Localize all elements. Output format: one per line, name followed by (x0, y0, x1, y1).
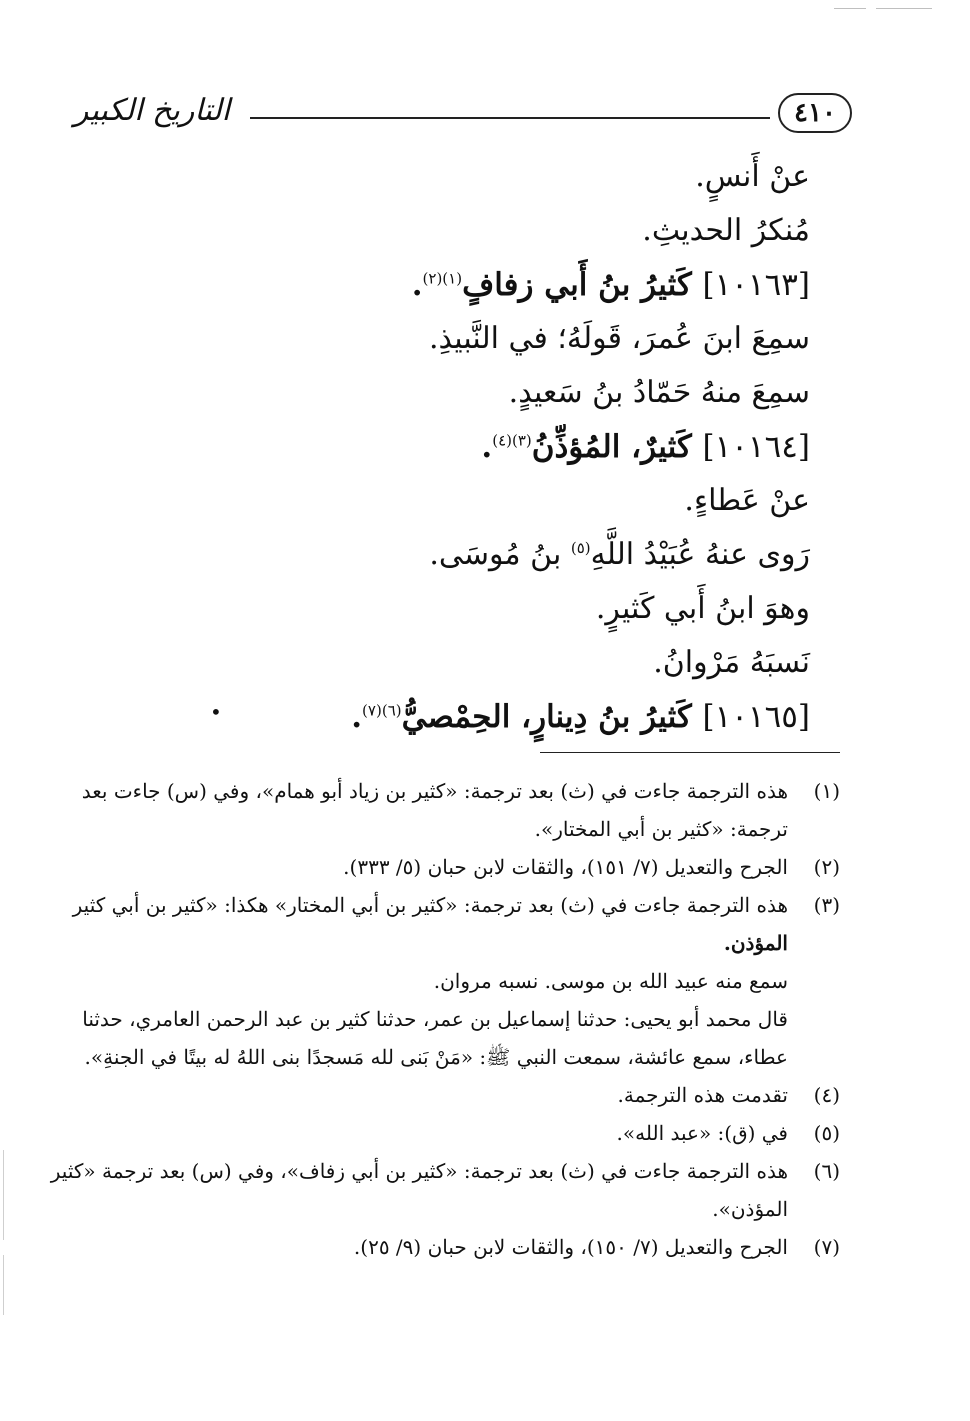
footnotes (50, 772, 840, 1266)
footnote-number: (٢) (813, 855, 840, 879)
entry-name: كَثيرٌ، المُؤذِّنُ (531, 429, 692, 465)
footnote-line: تقدمت هذه الترجمة. (617, 1083, 788, 1107)
text-segment: بنُ مُوسَى. (429, 537, 571, 572)
footnote-4 (126, 1076, 840, 1114)
footnote-divider (540, 752, 840, 753)
entry-number: [١٠١٦٤] (702, 429, 810, 465)
footnote-1 (81, 772, 840, 848)
footnote-line: ترجمة: «كثير بن أبي المختار». (534, 817, 788, 841)
footnote-line: المؤذن. (723, 931, 788, 955)
footnote-number: (٣) (813, 893, 840, 917)
entry-number: [١٠١٦٣] (702, 267, 810, 303)
footnote-line: هذه الترجمة جاءت في (ث) بعد ترجمة: «كثير بن أبي المختار» هكذا: «كثير بن أبي كثير (72, 893, 788, 917)
footnote-2 (126, 848, 840, 886)
footnote-line: عطاء، سمع عائشة، سمعت النبي ﷺ: «مَنْ بَنى لله مَسجدًا بنى اللهُ له بيتًا في الجنةِ». (84, 1045, 788, 1069)
entry-end: . (411, 267, 423, 303)
main-text (190, 150, 810, 744)
stray-dot: • (210, 700, 222, 724)
entry-heading-10165 (190, 690, 810, 744)
page-number: ٤١٠ (794, 98, 836, 128)
footnote-number: (٧) (813, 1235, 840, 1259)
footnote-line: في (ق): «عبد الله». (616, 1121, 788, 1145)
entry-name: كَثيرُ بنُ أَبي زفافٍ (462, 267, 692, 303)
footnote-number: (٦) (813, 1159, 840, 1183)
scan-mark (3, 1255, 4, 1315)
footnote-number: (٤) (813, 1083, 840, 1107)
footnote-6 (50, 1152, 840, 1228)
footnote-7 (126, 1228, 840, 1266)
footnote-line: سمع منه عبيد الله بن موسى. نسبه مروان. (433, 969, 788, 993)
text-line: وهوَ ابنُ أَبي كَثيرٍ. (595, 591, 810, 626)
footnote-line: قال محمد أبو يحيى: حدثنا إسماعيل بن عمر، حدثنا كثير بن عبد الرحمن العامري، حدثنا (82, 1007, 788, 1031)
footnote-line: هذه الترجمة جاءت في (ث) بعد ترجمة: «كثير بن أبي زفاف»، وفي (س) بعد ترجمة «كثير (50, 1159, 788, 1183)
entry-end: . (351, 699, 363, 735)
edge-rule (876, 8, 932, 9)
footnote-5 (126, 1114, 840, 1152)
book-title: التاريخ الكبير (73, 93, 230, 128)
edge-rule (834, 8, 866, 9)
footnote-line: الجرح والتعديل (٧/ ١٥٠)، والثقات لابن حبان (٩/ ٢٥). (353, 1235, 788, 1259)
footnote-number: (١) (813, 779, 840, 803)
entry-end: . (481, 429, 493, 465)
footnote-ref[interactable]: (٦)(٧) (362, 701, 402, 720)
text-line: سمِعَ منهُ حَمّادُ بنُ سَعيدٍ. (508, 375, 810, 410)
page-number-badge (778, 93, 852, 133)
header-rule (250, 117, 770, 119)
text-line: سمِعَ ابنَ عُمرَ، قَولَهُ؛ في النَّبيذِ. (429, 321, 810, 356)
scan-mark (3, 1150, 4, 1240)
text-segment: رَوى عنهُ عُبَيْدُ اللَّهِ (590, 537, 810, 572)
footnote-line: هذه الترجمة جاءت في (ث) بعد ترجمة: «كثير بن زياد أبو همام»، وفي (س) جاءت بعد (81, 779, 788, 803)
entry-heading-10163 (190, 258, 810, 312)
text-line: مُنكرُ الحديثِ. (642, 213, 810, 248)
footnote-number: (٥) (813, 1121, 840, 1145)
footnote-ref[interactable]: (١)(٢) (422, 269, 463, 288)
entry-number: [١٠١٦٥] (702, 699, 810, 735)
text-line: عنْ أَنسٍ. (695, 159, 810, 194)
entry-name: كَثيرُ بنُ دِينارٍ، الحِمْصيُّ (401, 699, 692, 735)
footnote-ref[interactable]: (٥) (570, 539, 591, 557)
entry-heading-10164 (190, 420, 810, 474)
text-line: نَسبَهُ مَرْوانُ. (653, 645, 810, 680)
text-line: عنْ عَطاءٍ. (684, 483, 810, 518)
page-header (73, 93, 852, 137)
footnote-3 (72, 886, 840, 1076)
footnote-line: الجرح والتعديل (٧/ ١٥١)، والثقات لابن حبان (٥/ ٣٣٣). (343, 855, 788, 879)
footnote-line: المؤذن». (712, 1197, 788, 1221)
footnote-ref[interactable]: (٣)(٤) (492, 431, 532, 450)
text-line (190, 528, 810, 582)
